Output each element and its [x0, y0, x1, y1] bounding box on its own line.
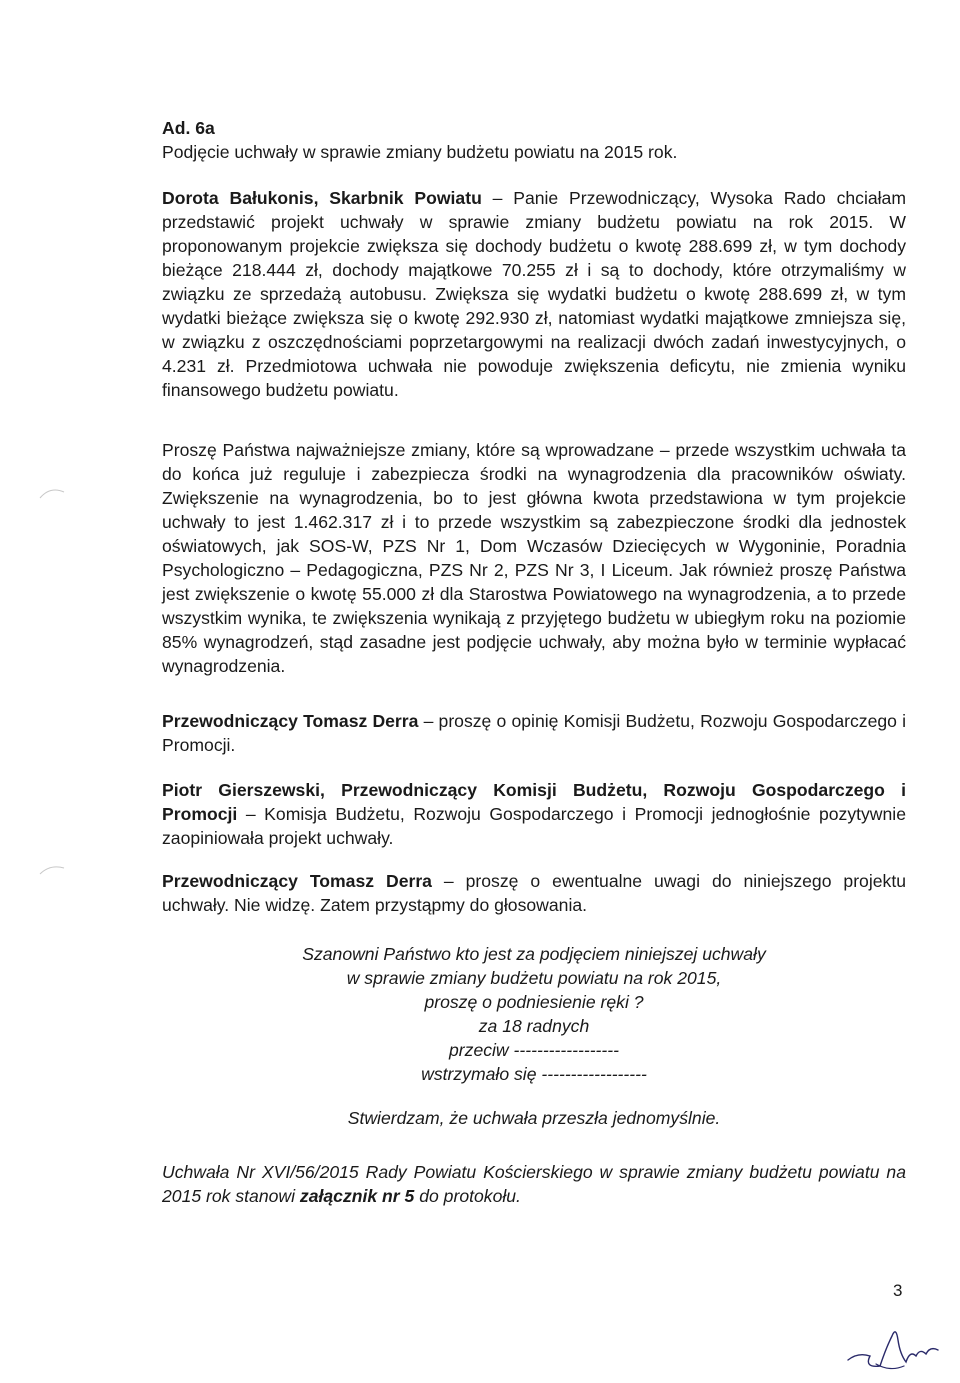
agenda-item-title: Podjęcie uchwały w sprawie zmiany budżetu powiatu na 2015 rok. [162, 142, 678, 162]
speech-text: – proszę o ewentualne uwagi do niniejszego projektu uchwały. Nie widzę. Zatem przystąpmy do głosowania. [162, 871, 907, 915]
vote-abstain: wstrzymało się ------------------ [421, 1064, 647, 1084]
paragraph-treasurer-continued [162, 438, 906, 678]
speech-text: – proszę o opinię Komisji Budżetu, Rozwoju Gospodarczego i Promocji. [162, 711, 906, 755]
speech-text: – Panie Przewodniczący, Wysoka Rado chciałam przedstawić projekt uchwały w sprawie zmiany budżetu powiatu na rok 2015. W proponowanym projekcie zwiększa się dochody budżetu o kwotę 288.699 zł, w tym dochody bieżące 218.444 zł, dochody majątkowe 70.255 zł i są to dochody, które otrzymaliśmy w związku ze sprzedażą autobusu. Zwiększa się wydatki budżetu o kwotę 288.699 zł, w tym wydatki bieżące zwiększa się o kwotę 292.930 zł, natomiast wydatki majątkowe zmniejsza się, w związku z oszczędnościami poprzetargowymi na realizacji dwóch zadań inwestycyjnych, o 4.231 zł. Przedmiotowa uchwała nie powoduje zwiększenia deficytu, nie zmienia wyniku finansowego budżetu powiatu. [162, 188, 906, 400]
speaker-name: Dorota Bałukonis, Skarbnik Powiatu [162, 188, 482, 208]
agenda-item-number: Ad. 6a [162, 118, 215, 138]
speech-text: Proszę Państwa najważniejsze zmiany, które są wprowadzane – przede wszystkim uchwała ta do końca już reguluje i zabezpiecza środki na wynagrodzenia dla pracowników oświaty. Zwiększenie na wynagrodzenia, bo to jest główna kwota przedstawiona w tym projekcie uchwały to jest 1.462.317 zł i to przede wszystkim są zabezpieczone środki dla jednostek oświatowych, jak SOS-W, PZS Nr 1, Dom Wczasów Dziecięcych w Wygoninie, Poradnia Psychologiczno – Pedagogiczna, PZS Nr 2, PZS Nr 3, I Liceum. Jak również proszę Państwa jest zwiększenie o kwotę 55.000 zł dla Starostwa Powiatowego na wynagrodzenia, a to przede wszystkim wynika, te zwiększenia wynikają z przyjętego budżetu w ubiegłym roku na poziomie 85% wynagrodzeń, stąd zasadne jest podjęcie uchwały, aby można było w terminie wypłacać wynagrodzenia. [162, 440, 906, 676]
vote-question-line: w sprawie zmiany budżetu powiatu na rok 2015, [346, 968, 722, 988]
paragraph-chairman-1 [162, 709, 906, 757]
speaker-name: Piotr Gierszewski, Przewodniczący Komisji Budżetu, Rozwoju Gospodarczego i Promocji [162, 780, 906, 824]
paragraph-chairman-2 [162, 869, 906, 917]
vote-for-count: za 18 radnych [478, 1016, 590, 1036]
handwritten-signature [840, 1318, 950, 1378]
speaker-name: Przewodniczący Tomasz Derra [162, 711, 419, 731]
paragraph-treasurer [162, 186, 906, 402]
paragraph-committee-chair [162, 778, 906, 850]
page-number: 3 [893, 1281, 903, 1300]
attachment-reference: załącznik nr 5 [299, 1186, 415, 1206]
vote-question-line: Szanowni Państwo kto jest za podjęciem niniejszej uchwały [302, 944, 766, 964]
vote-block [162, 942, 906, 1086]
resolution-note [162, 1160, 906, 1208]
margin-mark [38, 860, 68, 880]
resolution-tail: do protokołu. [414, 1186, 521, 1206]
vote-question-line: proszę o podniesienie ręki ? [424, 992, 644, 1012]
vote-result-statement: Stwierdzam, że uchwała przeszła jednomyślnie. [347, 1108, 721, 1128]
agenda-item-heading [162, 116, 677, 164]
speech-text: – Komisja Budżetu, Rozwoju Gospodarczego i Promocji jednogłośnie pozytywnie zaopiniowała projekt uchwały. [162, 804, 906, 848]
resolution-text: Uchwała Nr XVI/56/2015 Rady Powiatu Kościerskiego w sprawie zmiany budżetu powiatu na 2015 rok stanowi [162, 1162, 906, 1206]
margin-mark [38, 482, 68, 502]
speaker-name: Przewodniczący Tomasz Derra [162, 871, 432, 891]
vote-against: przeciw ------------------ [449, 1040, 619, 1060]
